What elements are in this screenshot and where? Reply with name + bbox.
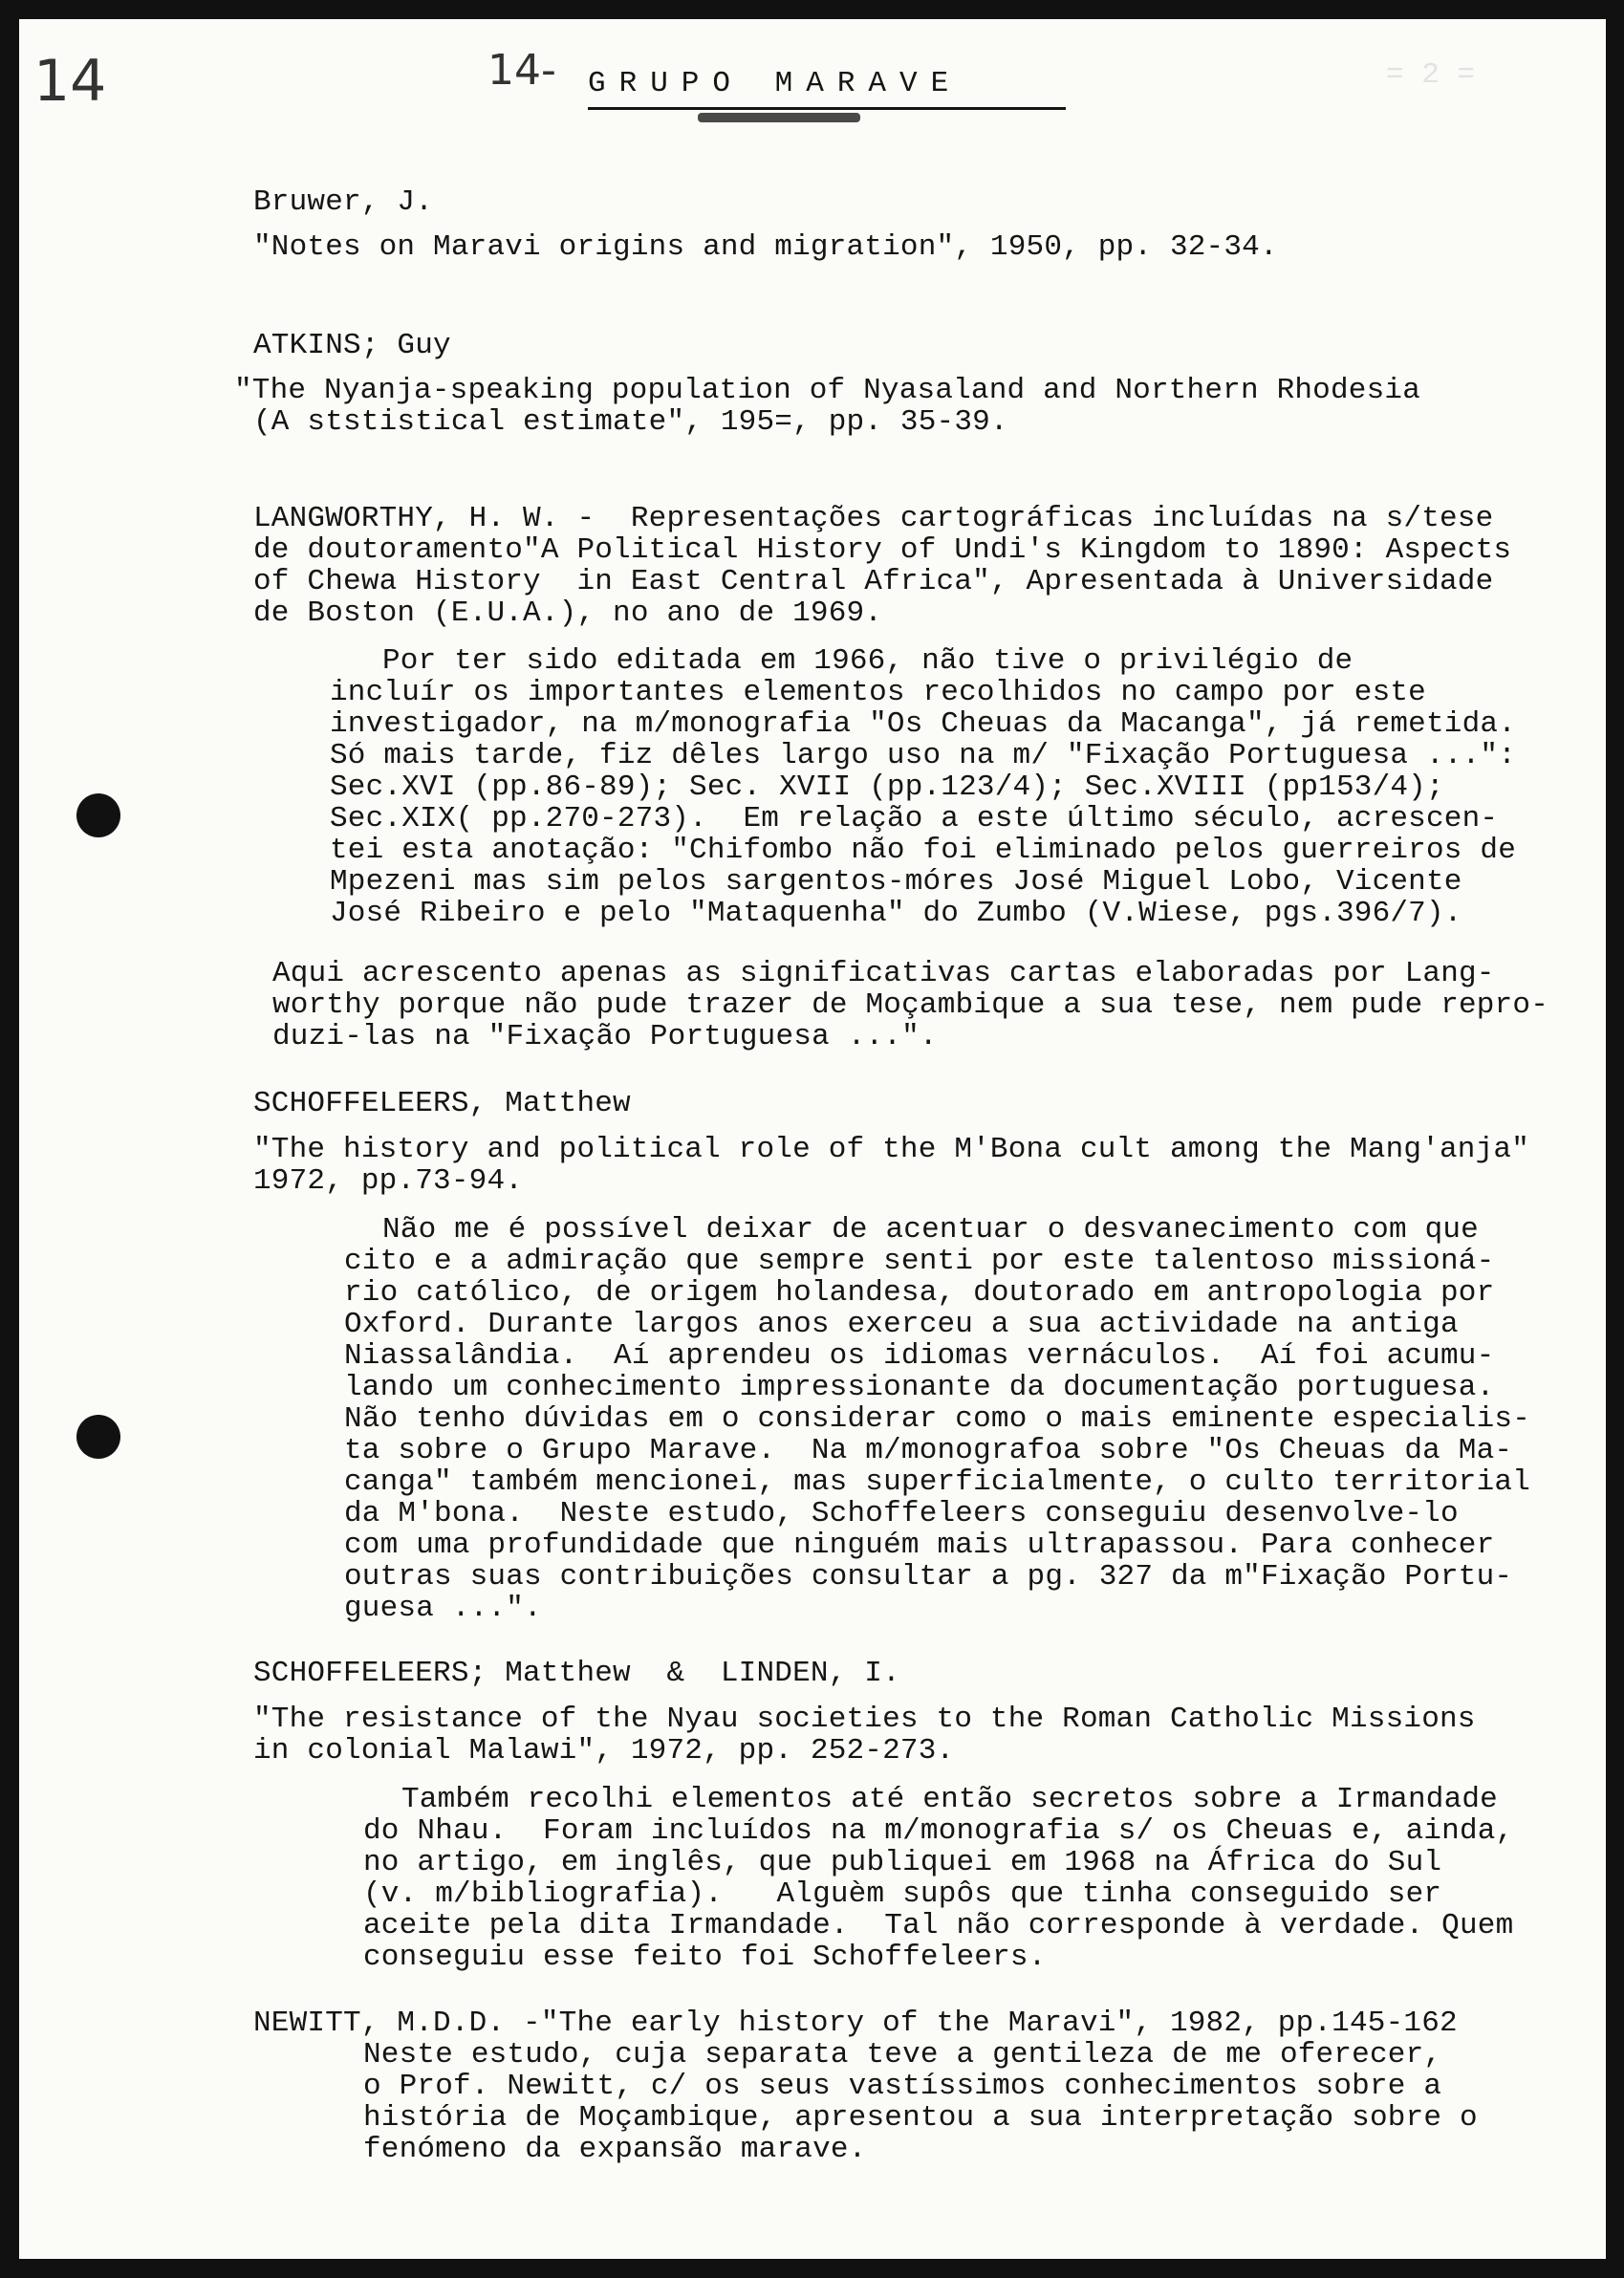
comment-line: da M'bona. Neste estudo, Schoffeleers conseguiu desenvolve-lo [344, 1497, 1459, 1530]
entry-citation: "The history and political role of the M'Bona cult among the Mang'anja" [253, 1133, 1530, 1166]
entry-citation: in colonial Malawi", 1972, pp. 252-273. [253, 1734, 955, 1768]
comment-line: rio católico, de origem holandesa, doutorado em antropologia por [344, 1276, 1495, 1310]
note-line: Aqui acrescento apenas as significativas cartas elaboradas por Lang- [272, 957, 1495, 990]
entry-author: NEWITT, M.D.D. -"The early history of the Maravi", 1982, pp.145-162 [253, 2007, 1458, 2040]
comment-line: incluír os importantes elementos recolhidos no campo por este [330, 676, 1426, 709]
comment-line: Não tenho dúvidas em o considerar como o mais eminente especialis- [344, 1402, 1530, 1436]
entry-author: LANGWORTHY, H. W. - Representações cartográficas incluídas na s/tese [253, 502, 1494, 535]
entry-citation: of Chewa History in East Central Africa", Apresentada à Universidade [253, 565, 1494, 598]
comment-line: lando um conhecimento impressionante da documentação portuguesa. [344, 1371, 1495, 1404]
comment-line: tei esta anotação: "Chifombo não foi eliminado pelos guerreiros de [330, 834, 1516, 867]
comment-line: história de Moçambique, apresentou a sua interpretação sobre o [363, 2101, 1478, 2135]
comment-line: Mpezeni mas sim pelos sargentos-móres José Miguel Lobo, Vicente [330, 865, 1462, 899]
comment-line: canga" também mencionei, mas superficialmente, o culto territorial [344, 1465, 1530, 1499]
note-line: worthy porque não pude trazer de Moçambique a sua tese, nem pude repro- [272, 988, 1549, 1022]
entry-citation: de Boston (E.U.A.), no ano de 1969. [253, 597, 883, 630]
comment-line: Só mais tarde, fiz dêles largo uso na m/ "Fixação Portuguesa ...": [330, 739, 1516, 772]
comment-line: fenómeno da expansão marave. [363, 2133, 867, 2166]
comment-line: Niassalândia. Aí aprendeu os idiomas vernáculos. Aí foi acumu- [344, 1339, 1495, 1373]
comment-line: Também recolhi elementos até então secretos sobre a Irmandade [401, 1783, 1498, 1816]
comment-line: do Nhau. Foram incluídos na m/monografia s/ os Cheuas e, ainda, [363, 1814, 1514, 1848]
show-through-text: = 2 = [1386, 58, 1476, 92]
handwritten-title-prefix: 14- [487, 46, 556, 95]
document-page [19, 19, 1606, 2259]
comment-line: (v. m/bibliografia). Alguèm supôs que tinha conseguido ser [363, 1877, 1442, 1911]
comment-line: o Prof. Newitt, c/ os seus vastíssimos conhecimentos sobre a [363, 2070, 1442, 2103]
comment-line: ta sobre o Grupo Marave. Na m/monografoa sobre "Os Cheuas da Ma- [344, 1434, 1513, 1467]
comment-line: José Ribeiro e pelo "Mataquenha" do Zumbo (V.Wiese, pgs.396/7). [330, 897, 1462, 930]
punch-hole [76, 793, 120, 837]
comment-line: Sec.XVI (pp.86-89); Sec. XVII (pp.123/4); Sec.XVIII (pp153/4); [330, 770, 1444, 804]
entry-author: SCHOFFELEERS, Matthew [253, 1087, 631, 1120]
comment-line: Sec.XIX( pp.270-273). Em relação a este último século, acrescen- [330, 802, 1499, 835]
comment-line: Não me é possível deixar de acentuar o desvanecimento com que [382, 1213, 1479, 1247]
entry-citation: "The Nyanja-speaking population of Nyasaland and Northern Rhodesia [234, 374, 1420, 407]
comment-line: com uma profundidade que ninguém mais ultrapassou. Para conhecer [344, 1529, 1495, 1562]
entry-citation: 1972, pp.73-94. [253, 1164, 524, 1198]
entry-author: SCHOFFELEERS; Matthew & LINDEN, I. [253, 1657, 900, 1690]
comment-line: guesa ...". [344, 1592, 542, 1625]
comment-line: investigador, na m/monografia "Os Cheuas da Macanga", já remetida. [330, 707, 1516, 741]
comment-line: conseguiu esse feito foi Schoffeleers. [363, 1941, 1047, 1974]
ink-scribble [698, 113, 860, 122]
comment-line: cito e a admiração que sempre senti por este talentoso missioná- [344, 1245, 1495, 1278]
entry-author: ATKINS; Guy [253, 329, 451, 362]
comment-line: Por ter sido editada em 1966, não tive o privilégio de [382, 644, 1353, 678]
punch-hole [76, 1415, 120, 1459]
comment-line: no artigo, em inglês, que publiquei em 1968 na África do Sul [363, 1846, 1442, 1879]
comment-line: aceite pela dita Irmandade. Tal não corresponde à verdade. Quem [363, 1909, 1514, 1942]
entry-citation: "The resistance of the Nyau societies to the Roman Catholic Missions [253, 1703, 1476, 1736]
entry-author: Bruwer, J. [253, 185, 434, 219]
note-line: duzi-las na "Fixação Portuguesa ...". [272, 1020, 938, 1053]
comment-line: Neste estudo, cuja separata teve a gentileza de me oferecer, [363, 2038, 1442, 2072]
entry-citation: "Notes on Maravi origins and migration", 1950, pp. 32-34. [253, 230, 1278, 264]
page-title: GRUPO MARAVE [588, 67, 963, 100]
handwritten-page-number: 14 [33, 48, 107, 115]
entry-citation: (A ststistical estimate", 195=, pp. 35-39. [253, 405, 1008, 439]
entry-citation: de doutoramento"A Political History of Undi's Kingdom to 1890: Aspects [253, 533, 1512, 567]
title-underline [588, 107, 1066, 110]
comment-line: Oxford. Durante largos anos exerceu a sua actividade na antiga [344, 1308, 1459, 1341]
comment-line: outras suas contribuições consultar a pg. 327 da m"Fixação Portu- [344, 1560, 1513, 1594]
